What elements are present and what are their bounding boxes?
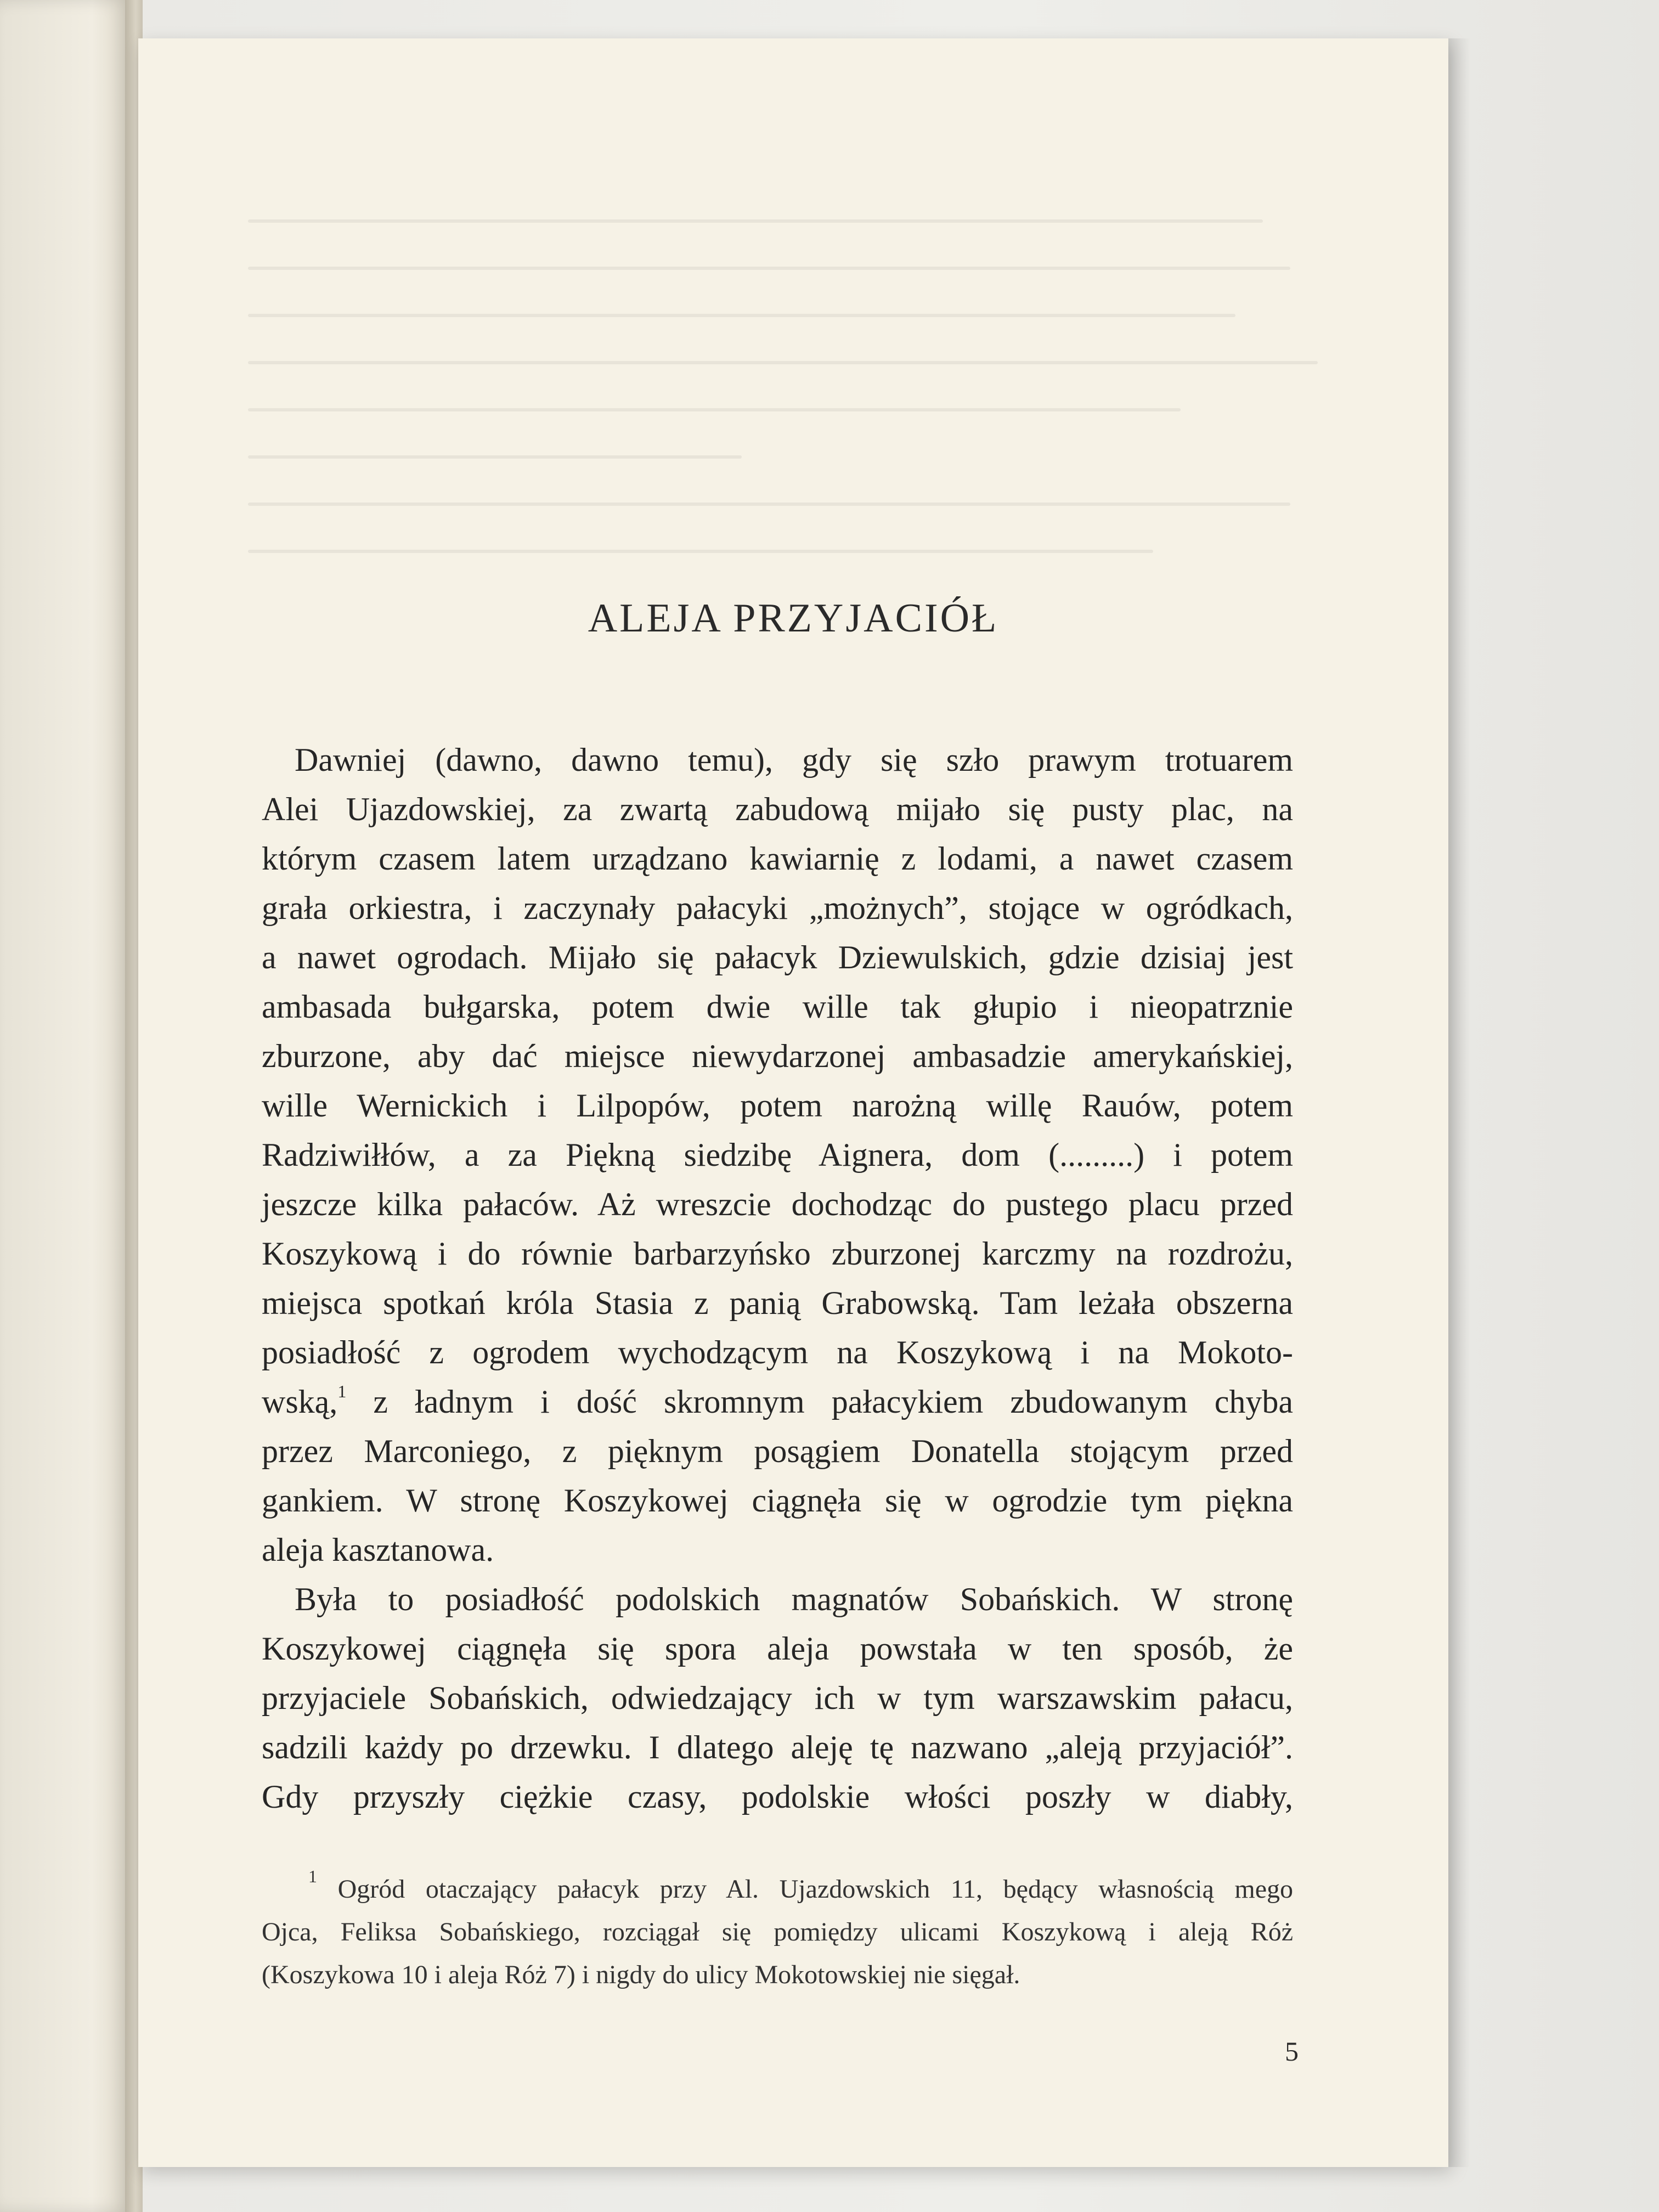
page-edge-shadow <box>1448 38 1470 2167</box>
text-line: Gdy przyszły ciężkie czasy, podolskie włości poszły w diabły, <box>262 1779 1293 1815</box>
text-line: grała orkiestra, i zaczynały pałacyki „możnych”, stojące w ogródkach, <box>262 890 1293 926</box>
text-line: Dawniej (dawno, dawno temu), gdy się szło prawym trotuarem <box>295 742 1293 778</box>
show-through-text <box>248 219 1400 741</box>
text-line: ambasada bułgarska, potem dwie wille tak głupio i nieopatrznie <box>262 989 1293 1025</box>
text-fragment: Ogród otaczający pałacyk przy Al. Ujazdowskich 11, będący własnością mego <box>337 1875 1294 1904</box>
previous-page-edge <box>0 0 132 2212</box>
text-line: gankiem. W stronę Koszykowej ciągnęła się w ogrodzie tym piękna <box>262 1482 1293 1519</box>
footnote-marker: 1 <box>308 1866 317 1886</box>
text-line: aleja kasztanowa. <box>262 1532 494 1568</box>
footnote-line <box>262 1868 1293 1911</box>
text-line: Była to posiadłość podolskich magnatów Sobańskich. W stronę <box>295 1581 1293 1617</box>
text-line: posiadłość z ogrodem wychodzącym na Koszykową i na Mokoto- <box>262 1334 1293 1370</box>
text-line: przyjaciele Sobańskich, odwiedzający ich w tym warszawskim pałacu, <box>262 1680 1293 1716</box>
text-fragment: wską, <box>262 1384 338 1420</box>
text-line: Alei Ujazdowskiej, za zwartą zabudową mijało się pusty plac, na <box>262 791 1293 827</box>
page-number: 5 <box>1285 2036 1299 2067</box>
footnote <box>262 1868 1293 1996</box>
text-line: którym czasem latem urządzano kawiarnię z lodami, a nawet czasem <box>262 840 1293 877</box>
text-line: wille Wernickich i Lilpopów, potem narożną willę Rauów, potem <box>262 1087 1293 1124</box>
book-page <box>138 38 1448 2167</box>
text-line: sadzili każdy po drzewku. I dlatego aleję tę nazwano „aleją przyjaciół”. <box>262 1729 1293 1765</box>
body-text <box>262 735 1293 1821</box>
footnote-line: (Koszykowa 10 i aleja Róż 7) i nigdy do ulicy Mokotowskiej nie sięgał. <box>262 1960 1020 1989</box>
text-line: przez Marconiego, z pięknym posągiem Donatella stojącym przed <box>262 1433 1293 1469</box>
text-line: Koszykową i do równie barbarzyńsko zburzonej karczmy na rozdrożu, <box>262 1235 1293 1272</box>
footnote-reference[interactable]: 1 <box>337 1381 347 1401</box>
footnote-line: Ojca, Feliksa Sobańskiego, rozciągał się pomiędzy ulicami Koszykową i aleją Róż <box>262 1917 1293 1946</box>
text-line: a nawet ogrodach. Mijało się pałacyk Dziewulskich, gdzie dzisiaj jest <box>262 939 1293 975</box>
text-line: Koszykowej ciągnęła się spora aleja powstała w ten sposób, że <box>262 1630 1293 1667</box>
chapter-title: ALEJA PRZYJACIÓŁ <box>588 596 999 641</box>
text-line: Radziwiłłów, a za Piękną siedzibę Aignera, dom (.........) i potem <box>262 1137 1293 1173</box>
text-line: jeszcze kilka pałaców. Aż wreszcie dochodząc do pustego placu przed <box>262 1186 1293 1222</box>
text-line-with-footnote <box>262 1377 1293 1426</box>
text-line: miejsca spotkań króla Stasia z panią Grabowską. Tam leżała obszerna <box>262 1285 1293 1321</box>
text-line: zburzone, aby dać miejsce niewydarzonej ambasadzie amerykańskiej, <box>262 1038 1293 1074</box>
text-fragment: z ładnym i dość skromnym pałacykiem zbudowanym chyba <box>346 1384 1293 1420</box>
